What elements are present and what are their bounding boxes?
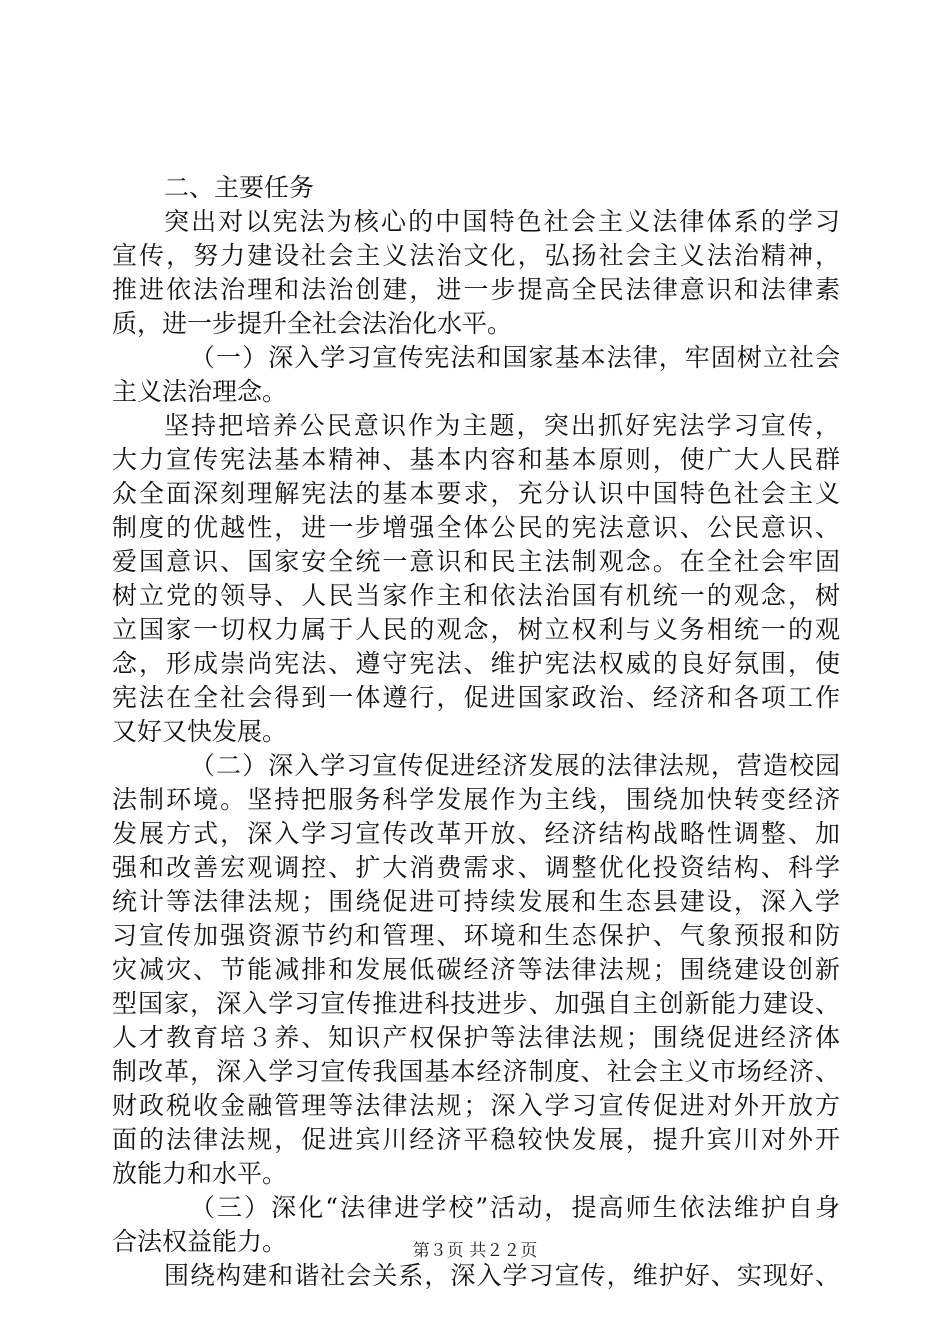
text-line: 爱国意识、国家安全统一意识和民主法制观念。在全社会牢固 xyxy=(112,547,840,576)
text-line: 大力宣传宪法基本精神、基本内容和基本原则，使广大人民群 xyxy=(112,445,840,474)
text-line: 财政税收金融管理等法律法规；深入学习宣传促进对外开放方 xyxy=(112,1091,840,1120)
text-line: 面的法律法规，促进宾川经济平稳较快发展，提升宾川对外开 xyxy=(112,1125,840,1154)
text-line: 发展方式，深入学习宣传改革开放、经济结构战略性调整、加 xyxy=(112,819,840,848)
text-line: 围绕构建和谐社会关系，深入学习宣传，维护好、实现好、 xyxy=(164,1261,840,1290)
text-line: 二、主要任务 xyxy=(164,173,315,202)
text-line: （二）深入学习宣传促进经济发展的法律法规，营造校园 xyxy=(190,751,840,780)
text-line: 念，形成崇尚宪法、遵守宪法、维护宪法权威的良好氛围，使 xyxy=(112,649,840,678)
text-line: 树立党的领导、人民当家作主和依法治国有机统一的观念，树 xyxy=(112,581,840,610)
text-line: 人才教育培３养、知识产权保护等法律法规；围绕促进经济体 xyxy=(112,1023,840,1052)
page-footer: 第３页 共２２页 xyxy=(412,1241,538,1261)
text-line: 突出对以宪法为核心的中国特色社会主义法律体系的学习 xyxy=(164,207,840,236)
text-line: 宪法在全社会得到一体遵行，促进国家政治、经济和各项工作 xyxy=(112,683,840,712)
document-body xyxy=(112,171,840,1293)
text-line: （一）深入学习宣传宪法和国家基本法律，牢固树立社会 xyxy=(190,343,840,372)
text-line: 强和改善宏观调控、扩大消费需求、调整优化投资结构、科学 xyxy=(112,853,840,882)
text-line: 灾减灾、节能减排和发展低碳经济等法律法规；围绕建设创新 xyxy=(112,955,840,984)
text-line: 制度的优越性，进一步增强全体公民的宪法意识、公民意识、 xyxy=(112,513,840,542)
text-line: 推进依法治理和法治创建，进一步提高全民法律意识和法律素 xyxy=(112,275,840,304)
text-line: 法制环境。坚持把服务科学发展作为主线，围绕加快转变经济 xyxy=(112,785,840,814)
text-line: 坚持把培养公民意识作为主题，突出抓好宪法学习宣传， xyxy=(164,411,840,440)
text-line: 又好又快发展。 xyxy=(112,717,288,746)
text-line: 质，进一步提升全社会法治化水平。 xyxy=(112,309,513,338)
text-line: 众全面深刻理解宪法的基本要求，充分认识中国特色社会主义 xyxy=(112,479,840,508)
text-line: 型国家，深入学习宣传推进科技进步、加强自主创新能力建设、 xyxy=(112,989,840,1018)
text-line: （三）深化“法律进学校”活动，提高师生依法维护自身 xyxy=(190,1193,840,1222)
text-line: 立国家一切权力属于人民的观念，树立权利与义务相统一的观 xyxy=(112,615,840,644)
text-line: 主义法治理念。 xyxy=(112,377,288,406)
text-line: 制改革，深入学习宣传我国基本经济制度、社会主义市场经济、 xyxy=(112,1057,840,1086)
text-line: 习宣传加强资源节约和管理、环境和生态保护、气象预报和防 xyxy=(112,921,840,950)
text-line: 宣传，努力建设社会主义法治文化，弘扬社会主义法治精神， xyxy=(112,241,840,270)
text-line: 合法权益能力。 xyxy=(112,1227,288,1256)
text-line: 放能力和水平。 xyxy=(112,1159,288,1188)
text-line: 统计等法律法规；围绕促进可持续发展和生态县建设，深入学 xyxy=(112,887,840,916)
